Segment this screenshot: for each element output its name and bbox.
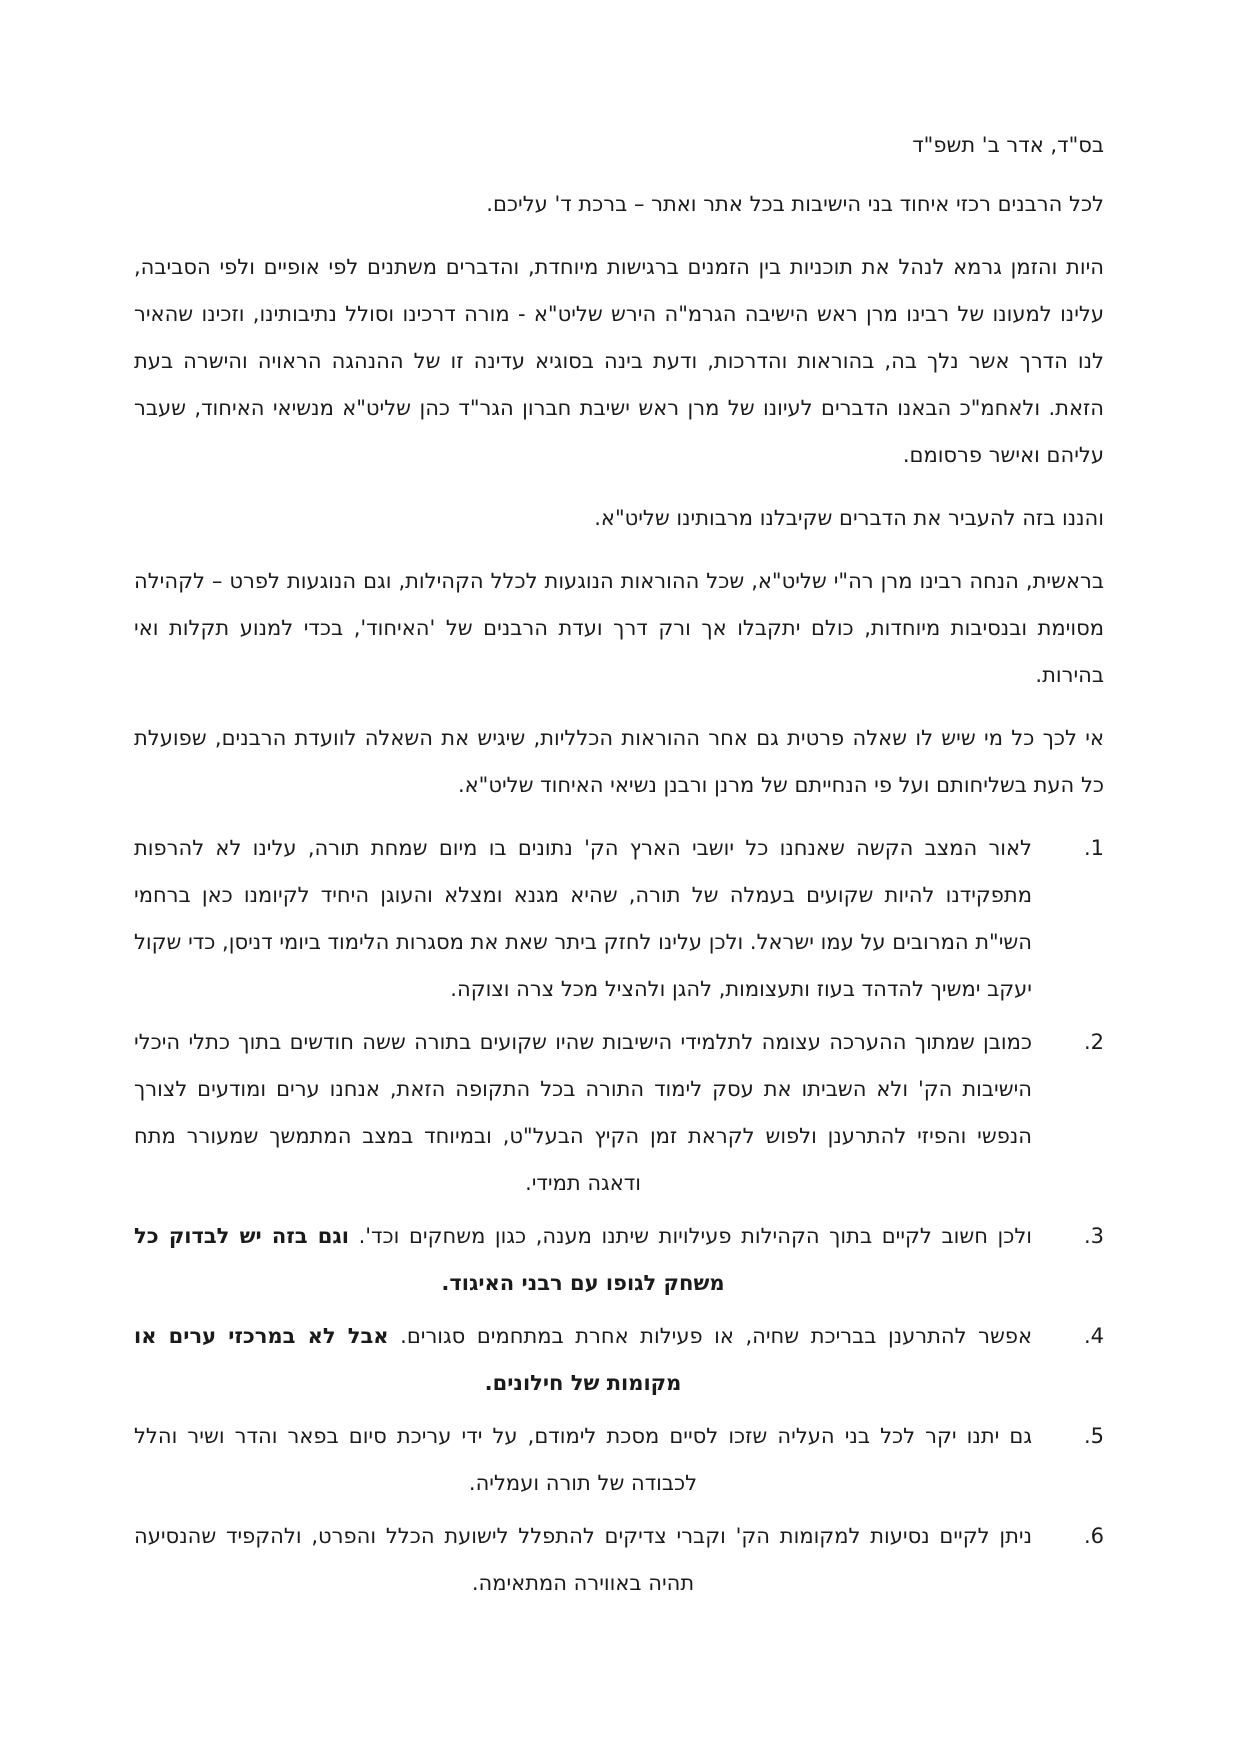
list-item-6 [134, 1513, 1104, 1607]
list-item-3 [134, 1213, 1104, 1307]
list-item-text [134, 1513, 1032, 1607]
questions-paragraph: אי לכך כל מי שיש לו שאלה פרטית גם אחר ההוראות הכלליות, שיגיש את השאלה לוועדת הרבנים, שפועלת כל העת בשליחותם ועל פי הנחייתם של מרנן ורבנן נשיאי האיחוד שליט"א. [134, 726, 1104, 797]
list-item-text [134, 1413, 1032, 1507]
list-item-emphasis: וגם בזה יש לבדוק כל משחק לגופו עם רבני האיגוד. [134, 1224, 725, 1295]
list-item-number: 3. [1083, 1224, 1104, 1248]
list-item-number: 6. [1083, 1524, 1104, 1548]
list-item-number: 4. [1083, 1324, 1104, 1348]
list-item-text [134, 1213, 1032, 1307]
list-item-1 [134, 825, 1104, 1013]
instructions-list [134, 825, 1104, 1607]
list-item-body: כמובן שמתוך ההערכה עצומה לתלמידי הישיבות שהיו שקועים בתורה ששה חודשים בתוך כתלי היכלי הישיבות הק' ולא השביתו את עסק לימוד התורה בכל התקופה הזאת, אנחנו ערים ומודעים לצורך הנפשי והפיזי להתרענן ולפוש לקראת זמן הקיץ הבעל"ט, ובמיוחד במצב המתמשך שמעורר מתח ודאגה תמידי. [134, 1030, 1032, 1195]
list-item-number: 5. [1083, 1424, 1104, 1448]
opening-paragraph: היות והזמן גרמא לנהל את תוכניות בין הזמנים ברגישות מיוחדת, והדברים משתנים לפי אופיים ולפי הסביבה, עלינו למעונו של רבינו מרן ראש הישיבה הגרמ"ה הירש שליט"א - מורה דרכינו וסולל נתיבותינו, וזכינו שהאיר לנו הדרך אשר נלך בה, בהוראות והדרכות, ודעת בינה בסוגיא עדינה זו של ההנהגה הראויה והישרה בעת הזאת. ולאחמ"כ הבאנו הדברים לעיונו של מרן ראש ישיבת חברון הגר"ד כהן שליט"א מנשיאי האיחוד, שעבר עליהם ואישר פרסומם. [134, 255, 1104, 467]
list-item-emphasis: אבל לא במרכזי ערים או מקומות של חילונים. [134, 1324, 682, 1395]
guidance-paragraph: בראשית, הנחה רבינו מרן רה"י שליט"א, שכל ההוראות הנוגעות לכלל הקהילות, וגם הנוגעות לפרט – לקהילה מסוימת ובנסיבות מיוחדות, כולם יתקבלו אך ורק דרך ועדת הרבנים של 'האיחוד', בכדי למנוע תקלות ואי בהירות. [134, 569, 1104, 687]
list-item-body: ניתן לקיים נסיעות למקומות הק' וקברי צדיקים להתפלל לישועת הכלל והפרט, ולהקפיד שהנסיעה תהיה באווירה המתאימה. [134, 1524, 1032, 1595]
date-line: בס"ד, אדר ב' תשפ"ד [912, 133, 1104, 157]
list-item-text [134, 825, 1032, 1013]
list-item-4 [134, 1313, 1104, 1407]
salutation-line: לכל הרבנים רכזי איחוד בני הישיבות בכל אתר ואתר – ברכת ד' עליכם. [486, 192, 1104, 216]
forwarding-note-paragraph: והננו בזה להעביר את הדברים שקיבלנו מרבותינו שליט"א. [594, 506, 1104, 530]
list-item-body: גם יתנו יקר לכל בני העליה שזכו לסיים מסכת לימודם, על ידי עריכת סיום בפאר והדר ושיר והלל לכבודה של תורה ועמליה. [134, 1424, 1032, 1495]
list-item-2 [134, 1019, 1104, 1207]
list-item-number: 2. [1083, 1030, 1104, 1054]
list-item-body: אפשר להתרענן בבריכת שחיה, או פעילות אחרת במתחמים סגורים. [388, 1324, 1032, 1348]
list-item-body: לאור המצב הקשה שאנחנו כל יושבי הארץ הק' נתונים בו מיום שמחת תורה, עלינו לא להרפות מתפקידנו להיות שקועים בעמלה של תורה, שהיא מגנא ומצלא והעוגן היחיד לקיומנו כאן ברחמי השי"ת המרובים על עמו ישראל. ולכן עלינו לחזק ביתר שאת את מסגרות הלימוד ביומי דניסן, כדי שקול יעקב ימשיך להדהד בעוז ותעצומות, להגן ולהציל מכל צרה וצוקה. [134, 836, 1032, 1001]
list-item-body: ולכן חשוב לקיים בתוך הקהילות פעילויות שיתנו מענה, כגון משחקים וכד'. [349, 1224, 1032, 1248]
list-item-text [134, 1313, 1032, 1407]
list-item-5 [134, 1413, 1104, 1507]
list-item-text [134, 1019, 1032, 1207]
list-item-number: 1. [1083, 836, 1104, 860]
